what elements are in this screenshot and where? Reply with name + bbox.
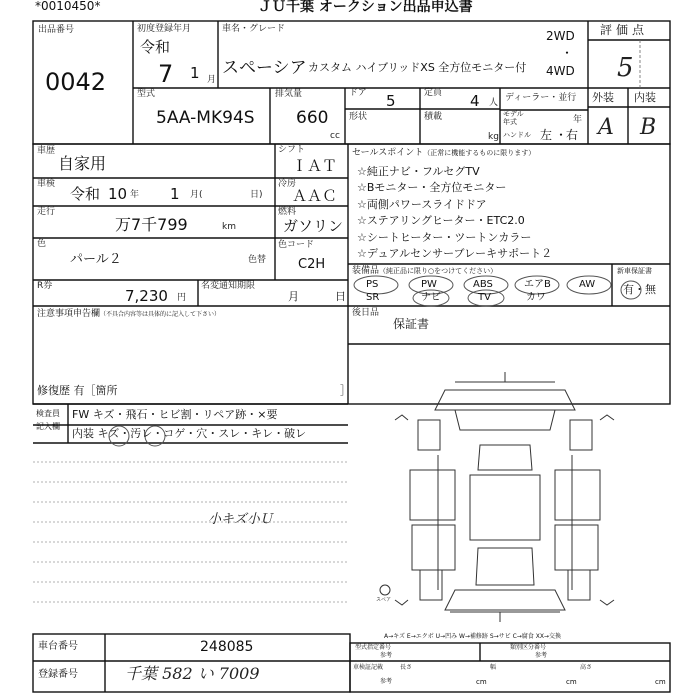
drive-2wd: 2WD: [546, 29, 575, 43]
serial-number: *0010450*: [35, 0, 101, 13]
equip-leather: カワ: [526, 292, 546, 303]
length-unit: cm: [476, 678, 487, 686]
registration-month-unit: 月: [207, 75, 217, 85]
equip-pw: PW: [421, 279, 437, 290]
diagram-legend: A→キズ E→エクボ U→凹み W→補修跡 S→サビ C→腐食 XX→交換: [384, 633, 561, 640]
fuel-label: 燃料: [278, 207, 297, 217]
equip-ps: PS: [366, 279, 379, 290]
inspector-interior: 内装 キズ・汚レ・コゲ・穴・スレ・キレ・破レ: [72, 427, 307, 440]
inspection-label: 車検: [37, 179, 56, 189]
aircon-value: ＡＡＣ: [292, 187, 338, 205]
inspection-year: 10: [108, 185, 128, 203]
mileage-value: 万7千799: [115, 215, 188, 234]
door-label: ドア: [349, 88, 367, 98]
handle-left: 左: [540, 128, 553, 142]
inspector-handwritten-note: 小キズ小Ｕ: [208, 512, 273, 527]
chassis-label: 車台番号: [38, 641, 78, 652]
vehicle-grade: カスタム ハイブリッドXS 全方位モニター付: [308, 61, 527, 74]
equip-aw: AW: [579, 279, 596, 290]
rating-label: 評価点: [600, 23, 649, 37]
selling-points-title: セールスポイント（正常に機能するものに限ります）: [352, 148, 536, 158]
load-unit: kg: [488, 132, 499, 142]
transfer-label: 名変通知期限: [201, 281, 256, 291]
exterior-grade: A: [598, 115, 614, 140]
equip-navi: ナビ: [421, 292, 441, 303]
displacement-value: 660: [296, 108, 329, 128]
inspection-day-unit: 日): [250, 190, 263, 200]
selling-point: ☆Bモニター・全方位モニター: [357, 181, 507, 195]
repair-close: ］: [340, 384, 351, 397]
handle-dot: ・: [555, 128, 568, 142]
lot-label: 出品番号: [38, 25, 75, 35]
car-diagram: [380, 372, 614, 622]
type-designation-ref: 参考: [380, 652, 393, 659]
capacity-unit: 人: [489, 98, 499, 108]
equip-airbag: エアB: [524, 279, 551, 290]
cert-label: 車検証記載: [353, 664, 384, 671]
inspection-month-unit: 月(: [190, 190, 203, 200]
handle-right: 右: [566, 128, 579, 142]
warranty-value: 有・無: [623, 283, 656, 296]
warranty-label: 新車保証書: [617, 267, 652, 275]
chassis-number: 248085: [200, 639, 254, 655]
inspector-label1: 検査員: [36, 409, 60, 418]
height-label: 高さ: [580, 664, 593, 671]
registration-month: 1: [190, 64, 200, 82]
model-label: 型式: [137, 89, 156, 99]
shift-label: シフト: [278, 145, 306, 155]
model-year-unit: 年: [573, 115, 583, 125]
width-label: 幅: [490, 664, 497, 671]
load-label: 積載: [424, 112, 443, 122]
width-unit: cm: [566, 678, 577, 686]
selling-point: ☆両側パワースライドドア: [357, 197, 487, 211]
height-unit: cm: [655, 678, 666, 686]
interior-grade: B: [640, 115, 657, 140]
interior-label: 内装: [634, 91, 656, 104]
selling-points-list: [357, 164, 552, 262]
lot-number: 0042: [45, 68, 107, 96]
handle-label: ハンドル: [503, 131, 531, 139]
inspector-label2: 記入欄: [36, 422, 60, 431]
exterior-label: 外装: [592, 91, 614, 104]
dealer-label: ディーラー・並行: [505, 93, 577, 103]
color-label: 色: [37, 239, 47, 249]
category-label: 類別区分番号: [510, 644, 547, 651]
model-year-label2: 年式: [503, 118, 517, 126]
aircon-label: 冷房: [278, 179, 297, 189]
equip-sr: SR: [366, 292, 380, 303]
plate-label: 登録番号: [38, 669, 78, 680]
vehicle-name: スペーシア: [222, 58, 307, 78]
cert-ref: 参考: [380, 678, 393, 685]
spare-label: スペア: [376, 597, 392, 603]
displacement-unit: cc: [330, 131, 340, 141]
selling-point: ☆デュアルセンサーブレーキサポート２: [357, 247, 553, 261]
equipment-title: 装備品（純正品に限り○をつけてください）: [352, 266, 498, 276]
form-title: ＪＵ千葉 オークション出品申込書: [258, 0, 473, 15]
usage-label: 車歴: [37, 146, 56, 156]
vehicle-label: 車名・グレード: [222, 24, 286, 34]
repair-value: 修復歴 有［箇所: [37, 384, 118, 397]
recycle-unit: 円: [177, 293, 187, 303]
registration-era: 令和: [140, 38, 171, 56]
shift-value: ＩＡＴ: [292, 157, 338, 175]
usage-value: 自家用: [58, 154, 107, 173]
model-code: 5AA-MK94S: [156, 108, 255, 128]
after-delivery-value: 保証書: [393, 317, 430, 331]
registration-year: 7: [158, 60, 174, 88]
inspector-exterior: FW キズ・飛石・ヒビ割・リペア跡・×要: [72, 408, 278, 421]
transfer-month: 月: [288, 290, 299, 303]
inspection-year-unit: 年: [130, 190, 140, 200]
drive-4wd: 4WD: [546, 64, 575, 78]
rating-score: 5: [617, 53, 634, 83]
color-value: パール２: [70, 252, 122, 267]
model-year-label1: モデル: [503, 110, 524, 118]
color-code-label: 色コード: [278, 240, 315, 250]
repaint-label: 色替: [248, 255, 267, 265]
shape-label: 形状: [349, 112, 368, 122]
mileage-unit: km: [222, 222, 236, 232]
fuel-value: ガソリン: [283, 217, 344, 235]
mileage-label: 走行: [37, 207, 56, 217]
remarks-title: 注意事項申告欄（不具合内容等は具体的に記入して下さい）: [37, 309, 221, 319]
displacement-label: 排気量: [275, 89, 303, 99]
transfer-day: 日: [335, 290, 346, 303]
type-designation-label: 型式指定番号: [355, 644, 392, 651]
capacity-value: 4: [470, 92, 480, 110]
recycle-value: 7,230: [125, 287, 168, 305]
selling-point: ☆シートヒーター・ツートンカラー: [357, 230, 532, 244]
color-code-value: C2H: [298, 257, 326, 272]
drive-dot: ・: [561, 46, 574, 60]
selling-point: ☆純正ナビ・フルセグTV: [357, 165, 480, 178]
door-value: 5: [386, 92, 396, 110]
inspection-era: 令和: [70, 185, 101, 203]
equip-abs: ABS: [473, 279, 493, 290]
plate-number: 千葉 582 い 7009: [125, 664, 260, 683]
length-label: 長さ: [400, 664, 413, 671]
recycle-label: R券: [37, 281, 53, 291]
after-delivery-label: 後日品: [352, 308, 380, 318]
category-ref: 参考: [535, 652, 548, 659]
registration-label: 初度登録年月: [137, 24, 192, 34]
capacity-label: 定員: [424, 88, 443, 98]
inspection-month: 1: [170, 185, 180, 203]
equip-tv: TV: [478, 292, 491, 303]
selling-point: ☆ステアリングヒーター・ETC2.0: [357, 214, 525, 228]
